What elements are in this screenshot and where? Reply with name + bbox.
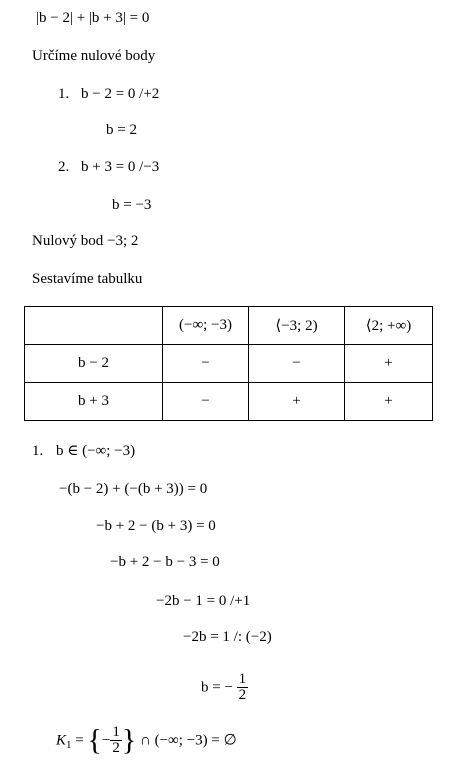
left-brace: {: [87, 723, 102, 757]
set-minus: −: [101, 732, 111, 749]
table-cell: −: [163, 345, 249, 383]
table-header-cell: ⟨2; +∞): [345, 307, 433, 345]
result-lhs: b = −: [201, 679, 233, 696]
heading-zero-points: Určíme nulové body: [32, 48, 156, 64]
table-header-cell: (−∞; −3): [163, 307, 249, 345]
step1-result: b = 2: [106, 122, 137, 138]
table-header-cell: [25, 307, 163, 345]
step2-number: 2.: [58, 159, 70, 175]
table-row: [25, 345, 433, 383]
case1-interval: b ∈ (−∞; −3): [56, 443, 136, 459]
k1-equation: [56, 720, 237, 765]
set-fraction: [110, 725, 122, 756]
table-row: [25, 383, 433, 421]
case1-eq1: −(b − 2) + (−(b + 3)) = 0: [59, 481, 208, 497]
table-row-label: b − 2: [25, 345, 163, 383]
table-header-cell: ⟨−3; 2): [249, 307, 345, 345]
zero-points-text: Nulový bod −3; 2: [32, 233, 139, 249]
k-label: K: [56, 732, 67, 749]
table-header-row: [25, 307, 433, 345]
case1-result: [201, 670, 248, 705]
right-brace: }: [121, 723, 137, 757]
k-subscript: 1: [66, 739, 72, 751]
case1-eq5: −2b = 1 /: (−2): [183, 629, 272, 645]
fraction-denominator: 2: [238, 687, 247, 704]
case1-number: 1.: [32, 443, 44, 459]
k-rest: ∩ (−∞; −3) = ∅: [140, 732, 237, 749]
table-cell: −: [163, 383, 249, 421]
step1-equation: b − 2 = 0 /+2: [81, 86, 160, 102]
result-fraction: [237, 672, 249, 703]
fraction-numerator: 1: [238, 671, 247, 688]
table-cell: +: [249, 383, 345, 421]
table-row-label: b + 3: [25, 383, 163, 421]
case1-eq4: −2b − 1 = 0 /+1: [156, 593, 251, 609]
set-fraction-numerator: 1: [112, 724, 120, 741]
equation: |b − 2| + |b + 3| = 0: [36, 10, 150, 26]
step2-equation: b + 3 = 0 /−3: [81, 159, 160, 175]
case1-eq3: −b + 2 − b − 3 = 0: [110, 554, 220, 570]
step1-number: 1.: [58, 86, 70, 102]
k-equals: =: [71, 732, 88, 749]
sign-table: [24, 306, 433, 421]
case1-eq2: −b + 2 − (b + 3) = 0: [96, 518, 216, 534]
table-cell: +: [345, 383, 433, 421]
table-cell: −: [249, 345, 345, 383]
step2-result: b = −3: [112, 197, 152, 213]
set-fraction-denominator: 2: [112, 740, 120, 757]
table-cell: +: [345, 345, 433, 383]
heading-table: Sestavíme tabulku: [32, 271, 143, 287]
